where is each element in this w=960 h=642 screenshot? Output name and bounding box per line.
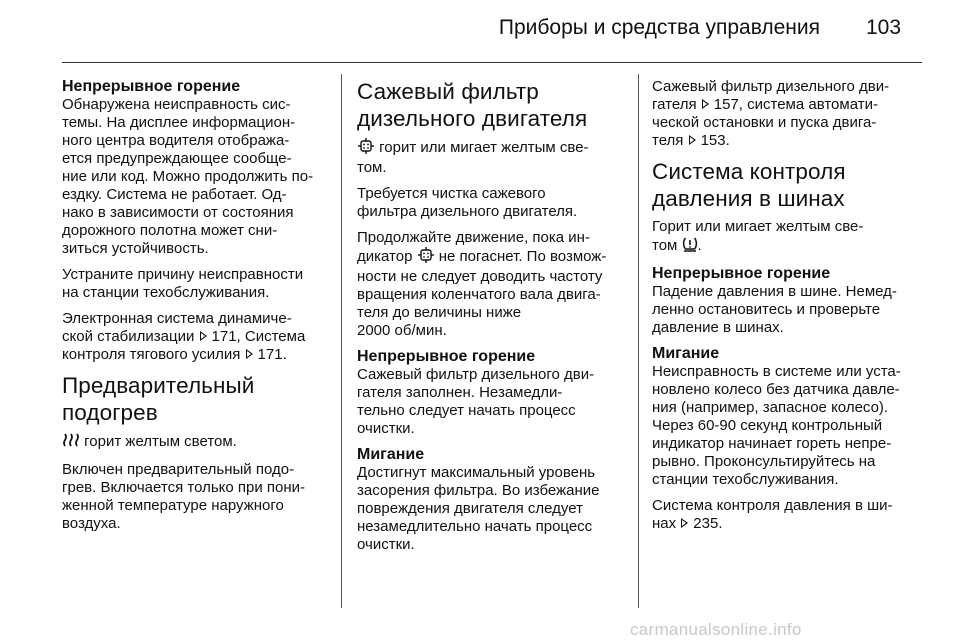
text-fragment: .: [282, 346, 287, 363]
paragraph-system-fault: Обнаружена неисправность сис- темы. На дисплее информацион- ного центра водителя отобража- ется предупреждающее сообще- ние или код. Можно продолжить по- ездку. Система не работает. Од- нако в зависимости от состояния дорожного полотна может сни- зиться устойчивость.: [62, 96, 314, 257]
column-3: [652, 78, 927, 541]
column-1: [62, 78, 332, 541]
paragraph-cross-refs: [652, 78, 927, 150]
particle-filter-icon: [417, 247, 435, 268]
page-ref-link[interactable]: 157: [713, 96, 739, 113]
paragraph-dpf-max-level: Достигнут максимальный уровень засорения фильтра. Во избежание повреждения двигателя следует незамедлительно начать процесс очистки.: [357, 464, 600, 553]
page-ref-arrow-icon: [246, 349, 253, 359]
heading-flashing: Мигание: [652, 345, 720, 362]
paragraph-fix-at-service: Устраните причину неисправности на станции техобслуживания.: [62, 266, 304, 301]
column-divider: [341, 74, 342, 608]
paragraph-tpms-indicator: [652, 218, 927, 257]
column-divider: [638, 74, 639, 608]
text-fragment: Горит или мигает желтым све- том: [652, 218, 864, 254]
paragraph-tpms-ref: [652, 497, 927, 533]
heading-tire-pressure-system: Система контроля давления в шинах: [652, 159, 846, 211]
text-fragment: , Система контроля тягового усилия: [62, 328, 306, 363]
page-ref-arrow-icon: [702, 99, 709, 109]
watermark: carmanualsonline.info: [630, 620, 802, 639]
page-ref-link[interactable]: 153: [700, 132, 726, 149]
heading-continuous-glow: Непрерывное горение: [652, 265, 831, 282]
page-number: 103: [866, 16, 902, 39]
paragraph-dpf-full: Сажевый фильтр дизельного дви- гателя заполнен. Незамедли- тельно следует начать процесс очистки.: [357, 366, 595, 437]
column-2: [357, 78, 629, 562]
paragraph-esc-tc-refs: [62, 310, 332, 364]
page-ref-arrow-icon: [200, 331, 207, 341]
heading-flashing: Мигание: [357, 446, 425, 463]
text-fragment: Система контроля давления в ши- нах: [652, 497, 893, 532]
glow-plug-icon: [62, 432, 80, 453]
text-fragment: Электронная система динамиче- ской стабилизации: [62, 310, 292, 345]
page-ref-arrow-icon: [681, 518, 688, 528]
text-fragment: Сажевый фильтр дизельного дви- гателя: [652, 78, 890, 113]
paragraph-preheat-on: Включен предварительный подо- грев. Включается только при пони- женной температуре наружного воздуха.: [62, 461, 306, 532]
text-fragment: .: [697, 237, 702, 254]
paragraph-dpf-indicator: [357, 138, 629, 177]
paragraph-pressure-drop: Падение давления в шине. Немед- ленно остановитесь и проверьте давление в шинах.: [652, 283, 897, 336]
text-fragment: .: [725, 132, 730, 149]
paragraph-continue-driving: [357, 229, 629, 340]
text-fragment: Продолжайте движение, пока ин- дикатор: [357, 229, 590, 265]
heading-preheating: Предварительный подогрев: [62, 373, 255, 425]
particle-filter-icon: [357, 138, 375, 159]
paragraph-tpms-fault: Неисправность в системе или уста- новлено колесо без датчика давле- ния (например, запасное колесо). Через 60-90 секунд контрольный индикатор начинает гореть непре- рывно. Проконсультируйтесь на станции техобслуживания.: [652, 363, 901, 488]
heading-diesel-particle-filter: Сажевый фильтр дизельного двигателя: [357, 79, 588, 131]
page-ref-link[interactable]: 235: [693, 515, 719, 532]
text-fragment: .: [718, 515, 723, 532]
paragraph-preheat-indicator: [62, 432, 332, 453]
page-ref-arrow-icon: [689, 135, 696, 145]
header-rule: [62, 62, 922, 63]
heading-continuous-glow: Непрерывное горение: [357, 348, 536, 365]
tire-pressure-icon: [682, 236, 698, 257]
text-fragment: не погаснет. По возмож- ности не следует доводить частоту вращения коленчатого вала двига- теля до величины ниже 2000 об/мин.: [357, 248, 607, 339]
page-ref-link[interactable]: 171: [257, 346, 283, 363]
text-fragment: , система автомати- ческой остановки и пуска двига- теля: [652, 96, 878, 149]
text-fragment: горит желтым светом.: [80, 433, 237, 450]
heading-continuous-glow: Непрерывное горение: [62, 78, 241, 95]
page-ref-link[interactable]: 171: [211, 328, 237, 345]
page-header-title: Приборы и средства управления: [498, 16, 820, 39]
text-fragment: горит или мигает желтым све- том.: [357, 139, 589, 176]
paragraph-dpf-cleaning-required: Требуется чистка сажевого фильтра дизельного двигателя.: [357, 185, 578, 220]
